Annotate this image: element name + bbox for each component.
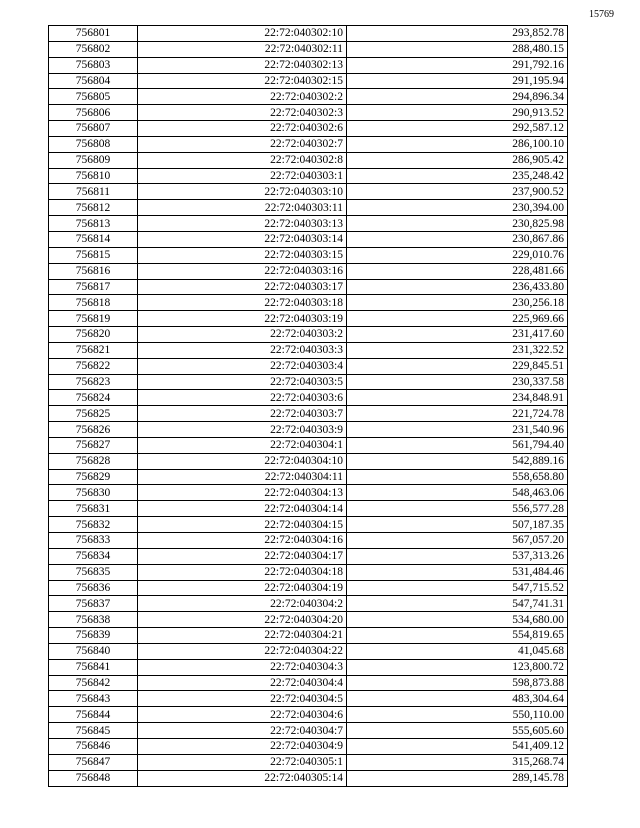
- cadastral-number-cell: 22:72:040303:5: [138, 374, 347, 390]
- value-cell: 291,792.16: [347, 57, 568, 73]
- row-id-cell: 756845: [49, 723, 138, 739]
- row-id-cell: 756808: [49, 136, 138, 152]
- page-number: 15769: [589, 9, 614, 20]
- row-id-cell: 756815: [49, 247, 138, 263]
- value-cell: 292,587.12: [347, 121, 568, 137]
- cadastral-number-cell: 22:72:040303:6: [138, 390, 347, 406]
- row-id-cell: 756819: [49, 311, 138, 327]
- cadastral-number-cell: 22:72:040304:21: [138, 628, 347, 644]
- table-row: [49, 231, 568, 247]
- value-cell: 547,741.31: [347, 596, 568, 612]
- value-cell: 229,845.51: [347, 358, 568, 374]
- value-cell: 237,900.52: [347, 184, 568, 200]
- row-id-cell: 756804: [49, 73, 138, 89]
- table-row: [49, 707, 568, 723]
- cadastral-number-cell: 22:72:040304:5: [138, 691, 347, 707]
- table-row: [49, 200, 568, 216]
- cadastral-number-cell: 22:72:040304:13: [138, 485, 347, 501]
- table-row: [49, 168, 568, 184]
- row-id-cell: 756801: [49, 26, 138, 42]
- value-cell: 315,268.74: [347, 754, 568, 770]
- value-cell: 230,394.00: [347, 200, 568, 216]
- value-cell: 542,889.16: [347, 453, 568, 469]
- table-row: [49, 358, 568, 374]
- value-cell: 231,417.60: [347, 327, 568, 343]
- cadastral-number-cell: 22:72:040303:1: [138, 168, 347, 184]
- value-cell: 507,187.35: [347, 517, 568, 533]
- value-cell: 230,256.18: [347, 295, 568, 311]
- row-id-cell: 756820: [49, 327, 138, 343]
- cadastral-number-cell: 22:72:040303:4: [138, 358, 347, 374]
- row-id-cell: 756802: [49, 41, 138, 57]
- value-cell: 293,852.78: [347, 26, 568, 42]
- table-row: [49, 580, 568, 596]
- table-row: [49, 723, 568, 739]
- value-cell: 229,010.76: [347, 247, 568, 263]
- cadastral-number-cell: 22:72:040302:15: [138, 73, 347, 89]
- cadastral-number-cell: 22:72:040303:19: [138, 311, 347, 327]
- table-row: [49, 422, 568, 438]
- row-id-cell: 756833: [49, 533, 138, 549]
- row-id-cell: 756822: [49, 358, 138, 374]
- value-cell: 548,463.06: [347, 485, 568, 501]
- data-table: [48, 25, 568, 787]
- row-id-cell: 756824: [49, 390, 138, 406]
- row-id-cell: 756839: [49, 628, 138, 644]
- value-cell: 289,145.78: [347, 770, 568, 786]
- value-cell: 236,433.80: [347, 279, 568, 295]
- value-cell: 291,195.94: [347, 73, 568, 89]
- cadastral-number-cell: 22:72:040304:20: [138, 612, 347, 628]
- cadastral-number-cell: 22:72:040304:2: [138, 596, 347, 612]
- table-row: [49, 105, 568, 121]
- cadastral-number-cell: 22:72:040305:1: [138, 754, 347, 770]
- value-cell: 294,896.34: [347, 89, 568, 105]
- table-row: [49, 342, 568, 358]
- value-cell: 41,045.68: [347, 643, 568, 659]
- row-id-cell: 756847: [49, 754, 138, 770]
- cadastral-number-cell: 22:72:040303:11: [138, 200, 347, 216]
- row-id-cell: 756825: [49, 406, 138, 422]
- cadastral-number-cell: 22:72:040303:9: [138, 422, 347, 438]
- cadastral-number-cell: 22:72:040303:15: [138, 247, 347, 263]
- cadastral-number-cell: 22:72:040302:3: [138, 105, 347, 121]
- table-row: [49, 691, 568, 707]
- value-cell: 231,540.96: [347, 422, 568, 438]
- cadastral-number-cell: 22:72:040303:14: [138, 231, 347, 247]
- row-id-cell: 756835: [49, 564, 138, 580]
- value-cell: 547,715.52: [347, 580, 568, 596]
- cadastral-number-cell: 22:72:040304:4: [138, 675, 347, 691]
- row-id-cell: 756816: [49, 263, 138, 279]
- value-cell: 230,337.58: [347, 374, 568, 390]
- row-id-cell: 756807: [49, 121, 138, 137]
- table-row: [49, 501, 568, 517]
- cadastral-number-cell: 22:72:040304:22: [138, 643, 347, 659]
- row-id-cell: 756812: [49, 200, 138, 216]
- value-cell: 230,825.98: [347, 216, 568, 232]
- table-row: [49, 73, 568, 89]
- value-cell: 288,480.15: [347, 41, 568, 57]
- table-row: [49, 659, 568, 675]
- table-row: [49, 89, 568, 105]
- value-cell: 234,848.91: [347, 390, 568, 406]
- table-row: [49, 263, 568, 279]
- value-cell: 561,794.40: [347, 437, 568, 453]
- table-row: [49, 26, 568, 42]
- cadastral-number-cell: 22:72:040302:7: [138, 136, 347, 152]
- value-cell: 286,100.10: [347, 136, 568, 152]
- value-cell: 541,409.12: [347, 738, 568, 754]
- table-row: [49, 437, 568, 453]
- table-row: [49, 41, 568, 57]
- cadastral-number-cell: 22:72:040303:10: [138, 184, 347, 200]
- cadastral-number-cell: 22:72:040304:15: [138, 517, 347, 533]
- table-row: [49, 453, 568, 469]
- row-id-cell: 756831: [49, 501, 138, 517]
- cadastral-number-cell: 22:72:040303:18: [138, 295, 347, 311]
- row-id-cell: 756843: [49, 691, 138, 707]
- row-id-cell: 756813: [49, 216, 138, 232]
- table-row: [49, 485, 568, 501]
- cadastral-number-cell: 22:72:040304:17: [138, 548, 347, 564]
- value-cell: 231,322.52: [347, 342, 568, 358]
- value-cell: 235,248.42: [347, 168, 568, 184]
- table-row: [49, 390, 568, 406]
- cadastral-number-cell: 22:72:040303:13: [138, 216, 347, 232]
- value-cell: 225,969.66: [347, 311, 568, 327]
- cadastral-number-cell: 22:72:040302:6: [138, 121, 347, 137]
- row-id-cell: 756834: [49, 548, 138, 564]
- table-row: [49, 517, 568, 533]
- row-id-cell: 756836: [49, 580, 138, 596]
- value-cell: 556,577.28: [347, 501, 568, 517]
- row-id-cell: 756827: [49, 437, 138, 453]
- table-row: [49, 184, 568, 200]
- row-id-cell: 756844: [49, 707, 138, 723]
- table-row: [49, 596, 568, 612]
- table-row: [49, 327, 568, 343]
- table-row: [49, 216, 568, 232]
- row-id-cell: 756805: [49, 89, 138, 105]
- row-id-cell: 756829: [49, 469, 138, 485]
- cadastral-number-cell: 22:72:040304:16: [138, 533, 347, 549]
- value-cell: 483,304.64: [347, 691, 568, 707]
- row-id-cell: 756809: [49, 152, 138, 168]
- cadastral-number-cell: 22:72:040304:14: [138, 501, 347, 517]
- row-id-cell: 756803: [49, 57, 138, 73]
- row-id-cell: 756838: [49, 612, 138, 628]
- table-row: [49, 57, 568, 73]
- table-row: [49, 738, 568, 754]
- row-id-cell: 756848: [49, 770, 138, 786]
- table-row: [49, 406, 568, 422]
- cadastral-number-cell: 22:72:040304:6: [138, 707, 347, 723]
- row-id-cell: 756837: [49, 596, 138, 612]
- value-cell: 554,819.65: [347, 628, 568, 644]
- table-row: [49, 247, 568, 263]
- table-row: [49, 279, 568, 295]
- table-row: [49, 770, 568, 786]
- table-row: [49, 295, 568, 311]
- table-row: [49, 136, 568, 152]
- table-row: [49, 121, 568, 137]
- table-row: [49, 533, 568, 549]
- value-cell: 123,800.72: [347, 659, 568, 675]
- table-body: [49, 26, 568, 787]
- cadastral-number-cell: 22:72:040303:3: [138, 342, 347, 358]
- table-row: [49, 564, 568, 580]
- value-cell: 550,110.00: [347, 707, 568, 723]
- cadastral-number-cell: 22:72:040302:13: [138, 57, 347, 73]
- row-id-cell: 756840: [49, 643, 138, 659]
- row-id-cell: 756818: [49, 295, 138, 311]
- value-cell: 558,658.80: [347, 469, 568, 485]
- row-id-cell: 756814: [49, 231, 138, 247]
- table-row: [49, 374, 568, 390]
- row-id-cell: 756826: [49, 422, 138, 438]
- row-id-cell: 756832: [49, 517, 138, 533]
- cadastral-number-cell: 22:72:040303:2: [138, 327, 347, 343]
- value-cell: 221,724.78: [347, 406, 568, 422]
- cadastral-number-cell: 22:72:040305:14: [138, 770, 347, 786]
- cadastral-number-cell: 22:72:040304:10: [138, 453, 347, 469]
- row-id-cell: 756842: [49, 675, 138, 691]
- cadastral-number-cell: 22:72:040304:7: [138, 723, 347, 739]
- table-row: [49, 548, 568, 564]
- table-row: [49, 643, 568, 659]
- row-id-cell: 756846: [49, 738, 138, 754]
- value-cell: 567,057.20: [347, 533, 568, 549]
- row-id-cell: 756830: [49, 485, 138, 501]
- cadastral-number-cell: 22:72:040302:10: [138, 26, 347, 42]
- row-id-cell: 756810: [49, 168, 138, 184]
- value-cell: 537,313.26: [347, 548, 568, 564]
- row-id-cell: 756811: [49, 184, 138, 200]
- row-id-cell: 756828: [49, 453, 138, 469]
- cadastral-number-cell: 22:72:040304:3: [138, 659, 347, 675]
- cadastral-number-cell: 22:72:040303:7: [138, 406, 347, 422]
- cadastral-number-cell: 22:72:040304:1: [138, 437, 347, 453]
- row-id-cell: 756841: [49, 659, 138, 675]
- value-cell: 230,867.86: [347, 231, 568, 247]
- table-row: [49, 311, 568, 327]
- value-cell: 228,481.66: [347, 263, 568, 279]
- table-row: [49, 754, 568, 770]
- table-row: [49, 152, 568, 168]
- table-row: [49, 612, 568, 628]
- cadastral-number-cell: 22:72:040304:19: [138, 580, 347, 596]
- row-id-cell: 756806: [49, 105, 138, 121]
- row-id-cell: 756821: [49, 342, 138, 358]
- cadastral-number-cell: 22:72:040304:11: [138, 469, 347, 485]
- table-row: [49, 628, 568, 644]
- cadastral-number-cell: 22:72:040303:16: [138, 263, 347, 279]
- value-cell: 598,873.88: [347, 675, 568, 691]
- cadastral-number-cell: 22:72:040303:17: [138, 279, 347, 295]
- cadastral-number-cell: 22:72:040302:2: [138, 89, 347, 105]
- row-id-cell: 756823: [49, 374, 138, 390]
- value-cell: 534,680.00: [347, 612, 568, 628]
- table-row: [49, 469, 568, 485]
- value-cell: 286,905.42: [347, 152, 568, 168]
- row-id-cell: 756817: [49, 279, 138, 295]
- cadastral-number-cell: 22:72:040304:9: [138, 738, 347, 754]
- value-cell: 290,913.52: [347, 105, 568, 121]
- value-cell: 531,484.46: [347, 564, 568, 580]
- table-row: [49, 675, 568, 691]
- value-cell: 555,605.60: [347, 723, 568, 739]
- cadastral-number-cell: 22:72:040302:8: [138, 152, 347, 168]
- cadastral-number-cell: 22:72:040304:18: [138, 564, 347, 580]
- cadastral-number-cell: 22:72:040302:11: [138, 41, 347, 57]
